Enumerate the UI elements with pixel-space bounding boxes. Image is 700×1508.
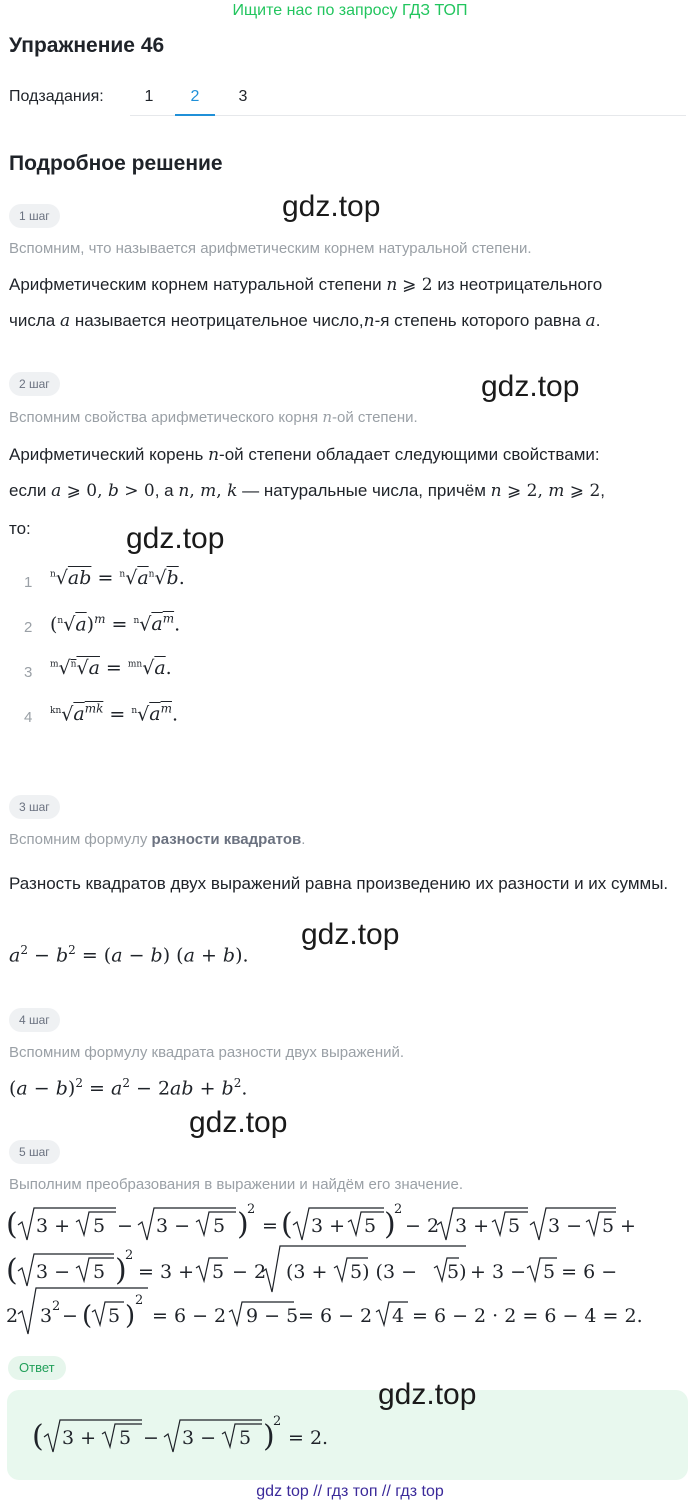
svg-text:=: = — [262, 1215, 278, 1237]
svg-text:3 +: 3 + — [36, 1215, 71, 1237]
property-2-formula: $(^n√a)^m = ^n√a^m$. — [50, 612, 181, 636]
property-1-formula: $^n√ab = ^n√a^n√b$. — [50, 567, 185, 589]
svg-text:2: 2 — [247, 1202, 256, 1217]
svg-text:3 +: 3 + — [62, 1427, 97, 1449]
step-1-text-line-2: числа a называется неотрицательное число,n-я степень которого равна a. — [9, 311, 601, 331]
square-of-difference-formula: $(a - b)^2 = a^2 - 2ab + b^2$. — [9, 1076, 248, 1100]
svg-text:): ) — [115, 1253, 127, 1288]
step-4-hint: Вспомним формулу квадрата разности двух выражений. — [9, 1044, 405, 1061]
step-3-badge: 3 шаг — [9, 795, 60, 819]
svg-text:(: ( — [6, 1253, 18, 1288]
svg-text:3 +: 3 + — [455, 1215, 490, 1237]
svg-text:(: ( — [6, 1207, 18, 1242]
svg-text:− 2: − 2 — [232, 1261, 267, 1283]
svg-text:(: ( — [281, 1207, 293, 1242]
svg-text:): ) — [384, 1207, 396, 1242]
property-number: 1 — [24, 574, 33, 591]
step-2-text-line-2: если a ⩾ 0, b > 0, а n, m, k — натуральные числа, причём n ⩾ 2, m ⩾ 2, — [9, 481, 605, 501]
svg-text:(: ( — [32, 1419, 44, 1454]
property-3-formula: $^m$√$^n$√a = $^{mn}$√a. — [50, 657, 172, 679]
watermark: gdz.top — [126, 522, 225, 555]
svg-text:−: − — [143, 1427, 159, 1449]
property-4-formula: $^{kn}√a^{mk} = ^n√a^m$. — [50, 702, 179, 726]
property-number: 2 — [24, 619, 33, 636]
step-1-text-line-1: Арифметическим корнем натуральной степени n ⩾ 2 из неотрицательного — [9, 275, 603, 295]
answer-badge: Ответ — [8, 1356, 66, 1380]
svg-text:3 −: 3 − — [156, 1215, 191, 1237]
svg-text:4: 4 — [392, 1305, 405, 1327]
step-5-solution-formula — [4, 1200, 694, 1340]
svg-text:2: 2 — [394, 1202, 403, 1217]
svg-text:5): 5) — [447, 1261, 467, 1283]
step-2-badge: 2 шаг — [9, 372, 60, 396]
step-5-badge: 5 шаг — [9, 1140, 60, 1164]
property-number: 4 — [24, 709, 33, 726]
svg-text:5: 5 — [602, 1215, 615, 1237]
step-1-badge: 1 шаг — [9, 204, 60, 228]
svg-text:5: 5 — [364, 1215, 377, 1237]
svg-text:5: 5 — [119, 1427, 132, 1449]
svg-text:(: ( — [82, 1301, 93, 1331]
answer-formula — [30, 1412, 330, 1462]
step-1-hint: Вспомним, что называется арифметическим корнем натуральной степени. — [9, 240, 532, 257]
svg-text:5: 5 — [508, 1215, 521, 1237]
svg-text:5) (3 −: 5) (3 − — [350, 1261, 418, 1283]
svg-text:2: 2 — [273, 1414, 282, 1429]
svg-text:= 6 − 2: = 6 − 2 — [298, 1305, 373, 1327]
svg-text:2: 2 — [52, 1299, 61, 1314]
svg-text:3: 3 — [40, 1305, 53, 1327]
svg-text:= 6 − 2: = 6 − 2 — [152, 1305, 227, 1327]
svg-text:9 − 5: 9 − 5 — [246, 1305, 299, 1327]
svg-text:5: 5 — [212, 1261, 225, 1283]
svg-text:2: 2 — [125, 1248, 134, 1263]
watermark: gdz.top — [378, 1378, 477, 1411]
watermark: gdz.top — [481, 370, 580, 403]
svg-text:5: 5 — [93, 1261, 106, 1283]
svg-text:5: 5 — [239, 1427, 252, 1449]
svg-text:+ 3 −: + 3 − — [470, 1261, 527, 1283]
svg-text:3 −: 3 − — [36, 1261, 71, 1283]
svg-text:= 3 +: = 3 + — [138, 1261, 195, 1283]
step-2-text-line-3: то: — [9, 519, 31, 538]
footer-watermark: gdz top // гдз топ // гдз top — [256, 1483, 444, 1500]
property-number: 3 — [24, 664, 33, 681]
svg-text:): ) — [237, 1207, 249, 1242]
step-3-hint: Вспомним формулу разности квадратов. — [9, 831, 306, 848]
svg-text:= 6 − 2 · 2 = 6 − 4 = 2.: = 6 − 2 · 2 = 6 − 4 = 2. — [412, 1305, 643, 1327]
active-tab-indicator — [175, 114, 215, 116]
step-3-text: Разность квадратов двух выражений равна произведению их разности и их суммы. — [9, 874, 669, 893]
step-2-hint: Вспомним свойства арифметического корня n-ой степени. — [9, 408, 418, 426]
svg-text:5: 5 — [213, 1215, 226, 1237]
svg-text:5: 5 — [108, 1305, 121, 1327]
watermark: gdz.top — [189, 1106, 288, 1139]
subtask-tab-3[interactable]: 3 — [238, 88, 248, 105]
section-title: Подробное решение — [9, 152, 223, 175]
svg-text:+: + — [620, 1215, 636, 1237]
step-5-hint: Выполним преобразования в выражении и найдём его значение. — [9, 1176, 463, 1193]
svg-text:(3 +: (3 + — [286, 1261, 328, 1283]
svg-text:= 2.: = 2. — [288, 1427, 329, 1449]
promo-banner: Ищите нас по запросу ГДЗ ТОП — [232, 2, 468, 19]
subtasks-label: Подзадания: — [9, 88, 104, 105]
svg-text:3 −: 3 − — [182, 1427, 217, 1449]
step-2-text-line-1: Арифметический корень n-ой степени обладает следующими свойствами: — [9, 445, 600, 465]
difference-of-squares-formula: $a^2 - b^2 = (a - b) (a + b)$. — [9, 943, 249, 967]
svg-text:2: 2 — [6, 1305, 19, 1327]
subtask-tab-2[interactable]: 2 — [190, 88, 200, 105]
watermark: gdz.top — [282, 190, 381, 223]
svg-text:−: − — [117, 1215, 133, 1237]
svg-text:−: − — [62, 1305, 78, 1327]
page-title: Упражнение 46 — [9, 34, 165, 57]
subtask-tab-1[interactable]: 1 — [144, 88, 154, 105]
svg-text:5: 5 — [93, 1215, 106, 1237]
svg-text:5 = 6 −: 5 = 6 − — [543, 1261, 618, 1283]
svg-text:2: 2 — [135, 1293, 144, 1308]
step-4-badge: 4 шаг — [9, 1008, 60, 1032]
svg-text:3 −: 3 − — [548, 1215, 583, 1237]
svg-text:): ) — [263, 1419, 275, 1454]
svg-text:): ) — [125, 1301, 136, 1331]
svg-text:− 2: − 2 — [405, 1215, 440, 1237]
watermark: gdz.top — [301, 918, 400, 951]
svg-text:3 +: 3 + — [311, 1215, 346, 1237]
